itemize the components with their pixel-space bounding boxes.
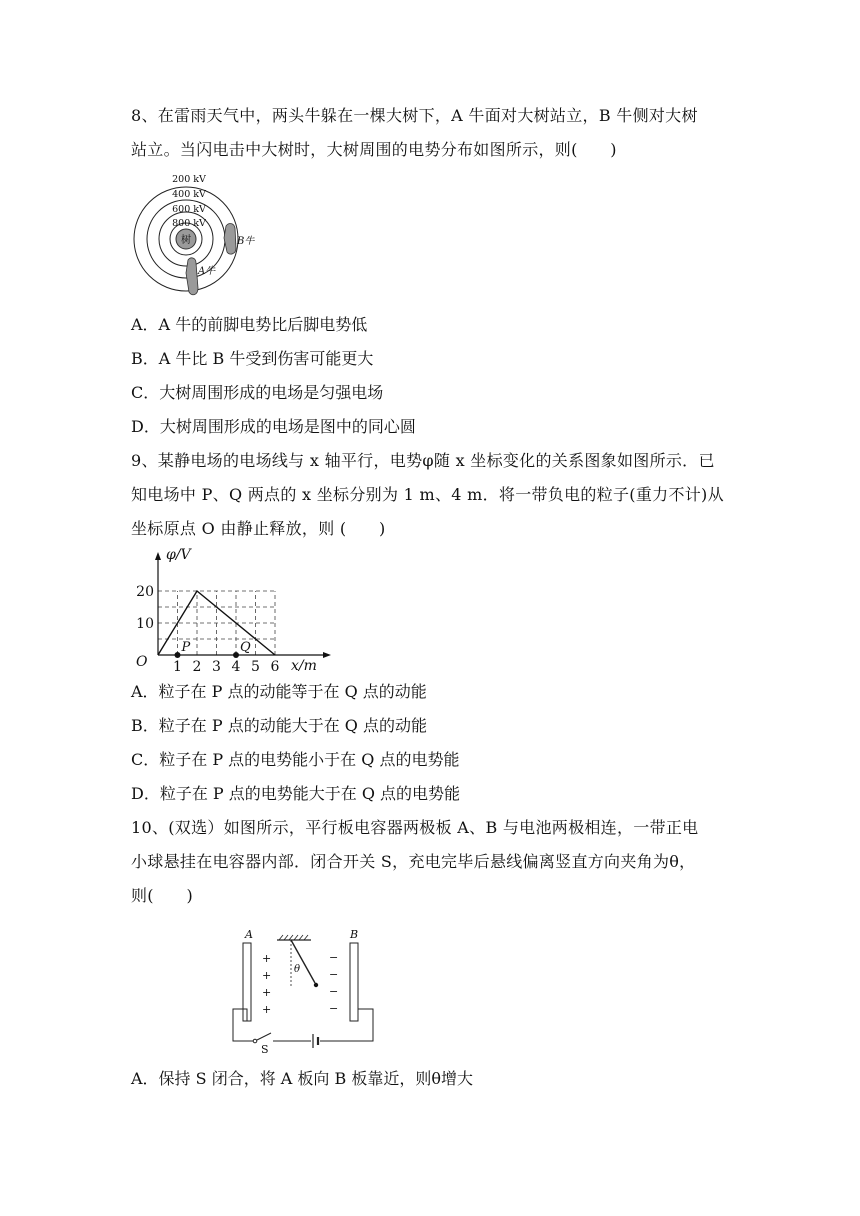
y-axis-arrow — [155, 552, 161, 560]
circuit-wire-right — [320, 1009, 373, 1041]
cow-b-shape — [224, 224, 236, 255]
label-400kv: 400 kV — [172, 189, 206, 200]
switch-lever — [257, 1033, 271, 1040]
q9-option-c: C．粒子在 P 点的电势能小于在 Q 点的电势能 — [131, 750, 460, 769]
q10-stem-line-1: 10、(双选）如图所示，平行板电容器两极板 A、B 与电池两极相连，一带正电 — [131, 818, 699, 837]
minus-1: − — [329, 951, 339, 964]
plate-a-label: A — [245, 928, 253, 941]
q8-option-b: B．A 牛比 B 牛受到伤害可能更大 — [131, 349, 374, 368]
cow-a-label: A牛 — [198, 266, 216, 277]
point-p — [175, 652, 181, 658]
q8-option-d: D．大树周围形成的电场是图中的同心圆 — [131, 417, 416, 436]
point-p-label: P — [181, 640, 191, 655]
y-tick-label: 10 — [136, 616, 154, 632]
plus-3: + — [262, 986, 272, 999]
point-q — [233, 652, 239, 658]
origin-label: O — [136, 654, 148, 670]
x-tick-label: 1 — [173, 659, 182, 675]
suspension-thread — [291, 940, 315, 983]
x-tick-label: 3 — [212, 659, 221, 675]
q10-capacitor-figure — [225, 925, 385, 1055]
q9-stem-line-1: 9、某静电场的电场线与 x 轴平行，电势φ随 x 坐标变化的关系图象如图所示．已 — [131, 451, 715, 470]
switch-contact-left — [253, 1039, 257, 1043]
label-800kv: 800 kV — [172, 218, 206, 229]
q9-stem-line-2: 知电场中 P、Q 两点的 x 坐标分别为 1 m、4 m．将一带负电的粒子(重力不计)从 — [131, 485, 724, 504]
q8-stem-line-2: 站立。当闪电击中大树时，大树周围的电势分布如图所示，则( ) — [131, 140, 617, 159]
q10-stem-line-3: 则( ) — [131, 886, 193, 905]
minus-4: − — [329, 1002, 339, 1015]
y-axis-label: φ/V — [166, 547, 191, 563]
q8-option-c: C．大树周围形成的电场是匀强电场 — [131, 383, 384, 402]
plate-b-label: B — [350, 928, 359, 941]
switch-label: S — [261, 1043, 269, 1055]
minus-3: − — [329, 985, 339, 998]
q10-option-a: A．保持 S 闭合，将 A 板向 B 板靠近，则θ增大 — [131, 1069, 473, 1088]
plus-1: + — [262, 952, 272, 965]
label-600kv: 600 kV — [172, 204, 206, 215]
x-tick-label: 6 — [270, 659, 280, 675]
q8-option-a: A．A 牛的前脚电势比后脚电势低 — [131, 315, 368, 334]
tree-label: 树 — [181, 235, 191, 246]
label-200kv: 200 kV — [172, 174, 206, 185]
plate-b — [350, 943, 358, 1021]
point-q-label: Q — [240, 640, 251, 655]
q9-option-a: A．粒子在 P 点的动能等于在 Q 点的动能 — [131, 682, 427, 701]
q9-option-d: D．粒子在 P 点的电势能大于在 Q 点的电势能 — [131, 784, 461, 803]
plus-4: + — [262, 1003, 272, 1016]
plus-2: + — [262, 969, 272, 982]
minus-2: − — [329, 968, 339, 981]
x-tick-label: 5 — [251, 659, 260, 675]
q8-potential-figure — [130, 168, 275, 303]
q10-stem-line-2: 小球悬挂在电容器内部．闭合开关 S，充电完毕后悬线偏离竖直方向夹角为θ， — [131, 852, 696, 871]
q9-potential-chart — [128, 545, 338, 675]
x-tick-label: 4 — [231, 659, 241, 675]
q8-stem-line-1: 8、在雷雨天气中，两头牛躲在一棵大树下，A 牛面对大树站立，B 牛侧对大树 — [131, 106, 698, 125]
y-tick-label: 20 — [136, 584, 154, 600]
q9-stem-line-3: 坐标原点 O 由静止释放，则 ( ) — [131, 519, 386, 538]
cow-a-shape — [186, 258, 198, 295]
charged-ball — [314, 983, 318, 987]
ceiling-hatch — [279, 935, 308, 940]
x-tick-label: 2 — [192, 659, 202, 675]
q9-option-b: B．粒子在 P 点的动能大于在 Q 点的动能 — [131, 716, 427, 735]
x-axis-arrow — [323, 652, 331, 658]
cow-b-label: B牛 — [237, 236, 255, 247]
angle-label: θ — [294, 964, 301, 975]
x-axis-label: x/m — [291, 658, 317, 674]
